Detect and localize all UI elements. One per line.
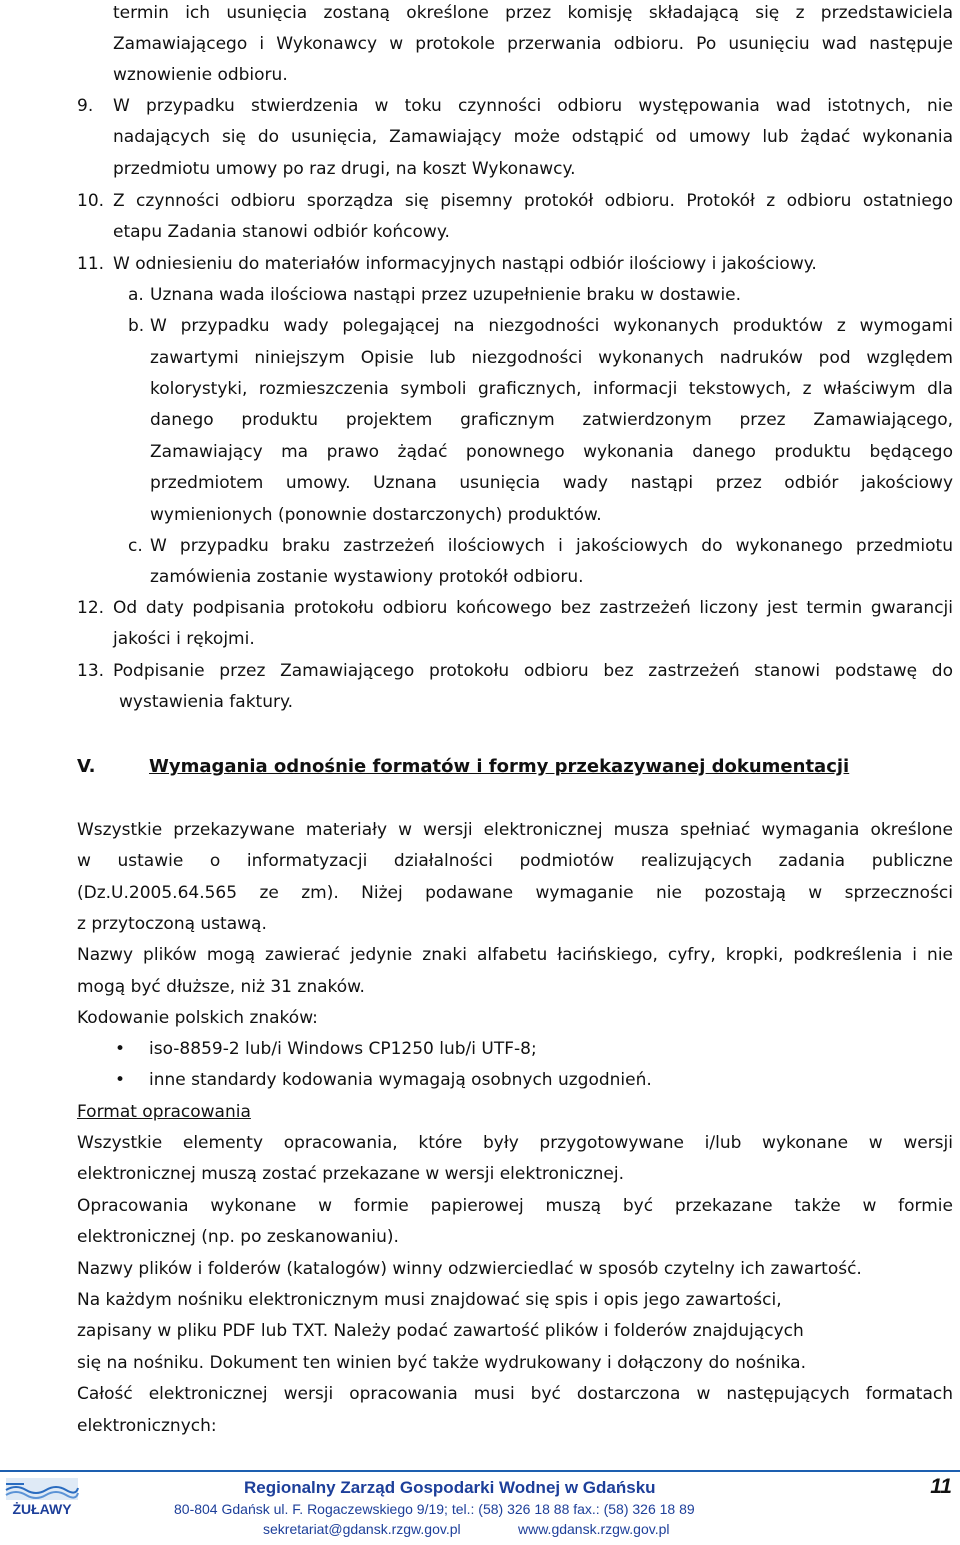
text-line: danego produktu projektem graficznym zatwierdzonym przez Zamawiającego, [150,410,953,430]
list-number: 12. [77,598,105,618]
text-line: W odniesieniu do materiałów informacyjnych nastąpi odbiór ilościowy i jakościowy. [113,254,817,274]
text-line: wznowienie odbioru. [113,65,288,85]
text-line: w ustawie o informatyzacji działalności podmiotów realizujących zadania publiczne [77,851,953,871]
text-line: Wszystkie przekazywane materiały w wersji elektronicznej musza spełniać wymagania określone [77,820,953,840]
text-line: wymienionych (ponownie dostarczonych) produktów. [150,505,602,525]
text-line: nadających się do usunięcia, Zamawiający może odstąpić od umowy lub żądać wykonania [113,127,953,147]
text-line: Opracowania wykonane w formie papierowej muszą być przekazane także w formie [77,1196,953,1216]
list-number: 9. [77,96,94,116]
text-line: Podpisanie przez Zamawiającego protokołu odbioru bez zastrzeżeń stanowi podstawę do [113,661,953,681]
text-line: W przypadku wady polegającej na niezgodności wykonanych produktów z wymogami [150,316,953,336]
text-line: elektronicznych: [77,1416,217,1436]
text-line: W przypadku braku zastrzeżeń ilościowych i jakościowych do wykonanego przedmiotu [150,536,953,556]
text-line: (Dz.U.2005.64.565 ze zm). Niżej podawane wymaganie nie pozostają w sprzeczności [77,883,953,903]
section-number: V. [77,756,96,777]
text-line: Na każdym nośniku elektronicznym musi znajdować się spis i opis jego zawartości, [77,1290,782,1310]
list-letter: a. [128,285,144,305]
zulawy-logo [4,1476,80,1518]
bullet-icon: • [115,1039,126,1059]
text-line: Nazwy plików mogą zawierać jedynie znaki alfabetu łacińskiego, cyfry, kropki, podkreślenia i nie [77,945,953,965]
footer-website[interactable]: www.gdansk.rzgw.gov.pl [518,1521,670,1537]
svg-text:ŻUŁAWY: ŻUŁAWY [12,1501,72,1517]
text-line: Zamawiający ma prawo żądać ponownego wykonania danego produktu będącego [150,442,953,462]
text-line: zamówienia zostanie wystawiony protokół odbioru. [150,567,584,587]
section-title: Wymagania odnośnie formatów i formy przekazywanej dokumentacji [149,756,850,777]
text-line: elektronicznej (np. po zeskanowaniu). [77,1227,399,1247]
text-line: Kodowanie polskich znaków: [77,1008,318,1028]
text-line: Od daty podpisania protokołu odbioru końcowego bez zastrzeżeń liczony jest termin gwarancji [113,598,953,618]
text-line: Z czynności odbioru sporządza się pisemny protokół odbioru. Protokół z odbioru ostatniego [113,191,953,211]
text-line: etapu Zadania stanowi odbiór końcowy. [113,222,450,242]
text-line: kolorystyki, rozmieszczenia symboli graficznych, informacji tekstowych, z właściwym dla [150,379,953,399]
text-line: się na nośniku. Dokument ten winien być także wydrukowany i dołączony do nośnika. [77,1353,806,1373]
text-line: przedmiotu umowy po raz drugi, na koszt Wykonawcy. [113,159,576,179]
list-number: 13. [77,661,105,681]
list-number: 11. [77,254,105,274]
footer-organization: Regionalny Zarząd Gospodarki Wodnej w Gdańsku [244,1478,656,1497]
text-line: zapisany w pliku PDF lub TXT. Należy podać zawartość plików i folderów znajdujących [77,1321,804,1341]
bullet-item: inne standardy kodowania wymagają osobnych uzgodnień. [149,1070,652,1090]
text-line: Uznana wada ilościowa nastąpi przez uzupełnienie braku w dostawie. [150,285,742,305]
text-line: Całość elektronicznej wersji opracowania musi być dostarczona w następujących formatach [77,1384,953,1404]
text-line: termin ich usunięcia zostaną określone przez komisję składającą się z przedstawiciela [113,3,953,23]
footer-address: 80-804 Gdańsk ul. F. Rogaczewskiego 9/19; tel.: (58) 326 18 88 fax.: (58) 326 18 89 [174,1501,695,1517]
text-line: przedmiotem umowy. Uznana usunięcia wady nastąpi przez odbiór jakościowy [150,473,953,493]
text-line: Wszystkie elementy opracowania, które były przygotowywane i/lub wykonane w wersji [77,1133,953,1153]
footer-email[interactable]: sekretariat@gdansk.rzgw.gov.pl [263,1521,461,1537]
page-number: 11 [930,1475,952,1498]
text-line: jakości i rękojmi. [113,629,255,649]
bullet-icon: • [115,1070,126,1090]
list-letter: c. [128,536,143,556]
text-line: elektronicznej muszą zostać przekazane w wersji elektronicznej. [77,1164,625,1184]
text-line: Zamawiającego i Wykonawcy w protokole przerwania odbioru. Po usunięciu wad następuje [113,34,953,54]
text-line: Nazwy plików i folderów (katalogów) winny odzwierciedlać w sposób czytelny ich zawartość. [77,1259,862,1279]
text-line: z przytoczoną ustawą. [77,914,267,934]
bullet-item: iso-8859-2 lub/i Windows CP1250 lub/i UTF-8; [149,1039,537,1059]
text-line: mogą być dłuższe, niż 31 znaków. [77,977,365,997]
text-line: wystawienia faktury. [119,692,294,712]
text-line: W przypadku stwierdzenia w toku czynności odbioru występowania wad istotnych, nie [113,96,953,116]
subheading: Format opracowania [77,1102,251,1122]
list-letter: b. [128,316,145,336]
footer-rule [0,1470,960,1472]
list-number: 10. [77,191,105,211]
text-line: zawartymi niniejszym Opisie lub niezgodności wykonanych nadruków pod względem [150,348,953,368]
